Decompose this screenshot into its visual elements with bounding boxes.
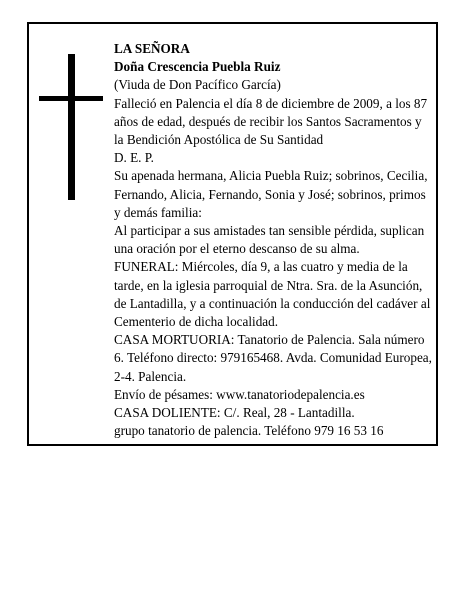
rip-line: D. E. P.: [114, 150, 154, 166]
casa-mortuoria-paragraph: CASA MORTUORIA: Tanatorio de Palencia. Sala número 6. Teléfono directo: 979165468. Avda. Comunidad Europea, 2-4. Palencia.: [114, 332, 432, 384]
request-paragraph: Al participar a sus amistades tan sensible pérdida, suplican una oración por el eterno descanso de su alma.: [114, 223, 425, 257]
notice-title: LA SEÑORA: [114, 41, 190, 56]
cross-vertical-bar: [68, 54, 75, 200]
obituary-notice: [27, 22, 438, 446]
cross-icon: [39, 54, 103, 200]
grupo-line: grupo tanatorio de palencia. Teléfono 979 16 53 16: [114, 423, 384, 439]
casa-doliente-line: CASA DOLIENTE: C/. Real, 28 - Lantadilla.: [114, 405, 355, 421]
death-paragraph: Falleció en Palencia el día 8 de diciembre de 2009, a los 87 años de edad, después de recibir los Santos Sacramentos y la Bendición Apostólica de Su Santidad: [114, 95, 428, 148]
deceased-name: Doña Crescencia Puebla Ruiz: [114, 59, 281, 75]
notice-text: [114, 40, 432, 440]
funeral-paragraph: FUNERAL: Miércoles, día 9, a las cuatro y media de la tarde, en la iglesia parroquial de Ntra. Sra. de la Asunción, de Lantadilla, y a continuación la conducción del cadáver al Cementerio de dicha localidad.: [114, 259, 431, 330]
widow-note: (Viuda de Don Pacífico García): [114, 77, 281, 93]
family-paragraph: Su apenada hermana, Alicia Puebla Ruiz; sobrinos, Cecilia, Fernando, Alicia, Fernando, Sonia y José; sobrinos, primos y demás familia:: [114, 168, 428, 220]
pesames-line: Envío de pésames: www.tanatoriodepalencia.es: [114, 386, 365, 402]
cross-horizontal-bar: [39, 96, 103, 101]
